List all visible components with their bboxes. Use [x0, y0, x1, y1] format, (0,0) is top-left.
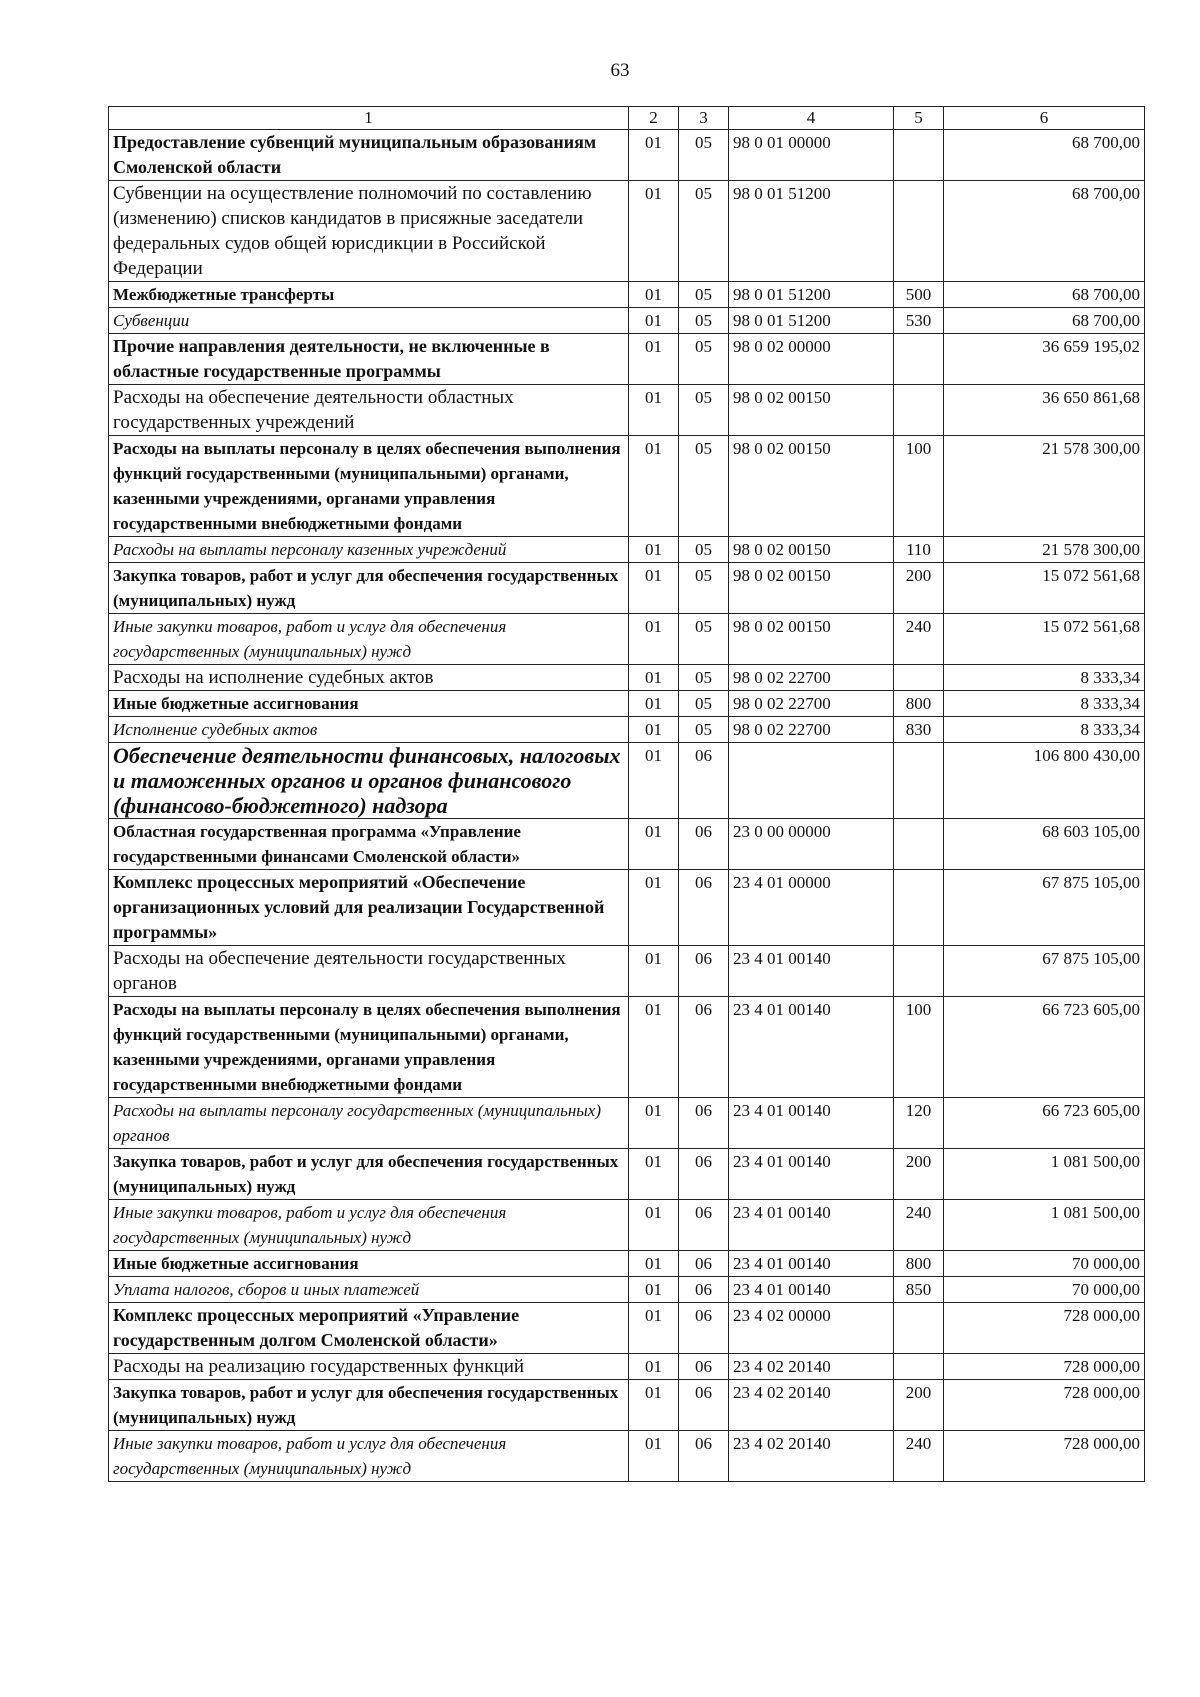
row-amount: 68 700,00 — [944, 308, 1145, 334]
row-name: Областная государственная программа «Управление государственными финансами Смоленской области» — [109, 819, 629, 870]
row-name: Иные закупки товаров, работ и услуг для обеспечения государственных (муниципальных) нужд — [109, 1200, 629, 1251]
table-row — [109, 1200, 1145, 1251]
row-section-code: 01 — [629, 717, 679, 743]
row-amount: 68 700,00 — [944, 181, 1145, 282]
row-expense-type: 800 — [894, 1251, 944, 1277]
row-name: Обеспечение деятельности финансовых, налоговых и таможенных органов и органов финансового (финансово-бюджетного) надзора — [109, 743, 629, 819]
row-subsection-code: 06 — [679, 1380, 729, 1431]
row-subsection-code: 05 — [679, 563, 729, 614]
row-subsection-code: 05 — [679, 130, 729, 181]
page-number: 63 — [610, 60, 630, 81]
row-section-code: 01 — [629, 1098, 679, 1149]
row-target-code — [729, 743, 894, 819]
row-name: Уплата налогов, сборов и иных платежей — [109, 1277, 629, 1303]
table-row — [109, 537, 1145, 563]
row-subsection-code: 05 — [679, 537, 729, 563]
table-row — [109, 870, 1145, 946]
row-subsection-code: 05 — [679, 385, 729, 436]
row-name: Расходы на выплаты персоналу казенных учреждений — [109, 537, 629, 563]
row-name: Расходы на выплаты персоналу государственных (муниципальных) органов — [109, 1098, 629, 1149]
column-header: 5 — [894, 107, 944, 130]
row-name: Межбюджетные трансферты — [109, 282, 629, 308]
row-target-code: 98 0 02 00150 — [729, 563, 894, 614]
row-name: Иные закупки товаров, работ и услуг для обеспечения государственных (муниципальных) нужд — [109, 1431, 629, 1482]
row-amount: 66 723 605,00 — [944, 997, 1145, 1098]
row-name: Расходы на выплаты персоналу в целях обеспечения выполнения функций государственными (муниципальными) органами, казенными учреждениями, органами управления государственными внебюджетными фондами — [109, 436, 629, 537]
row-amount: 70 000,00 — [944, 1251, 1145, 1277]
table-row — [109, 282, 1145, 308]
row-amount: 36 659 195,02 — [944, 334, 1145, 385]
row-target-code: 23 4 01 00140 — [729, 997, 894, 1098]
row-target-code: 23 4 01 00140 — [729, 1149, 894, 1200]
row-section-code: 01 — [629, 665, 679, 691]
row-target-code: 23 4 01 00140 — [729, 1098, 894, 1149]
row-subsection-code: 05 — [679, 691, 729, 717]
row-target-code: 98 0 02 00150 — [729, 537, 894, 563]
row-subsection-code: 06 — [679, 1200, 729, 1251]
row-amount: 21 578 300,00 — [944, 436, 1145, 537]
row-target-code: 98 0 01 51200 — [729, 282, 894, 308]
row-name: Иные бюджетные ассигнования — [109, 691, 629, 717]
row-expense-type — [894, 743, 944, 819]
table-row — [109, 130, 1145, 181]
row-section-code: 01 — [629, 334, 679, 385]
table-row — [109, 1277, 1145, 1303]
row-name: Иные закупки товаров, работ и услуг для обеспечения государственных (муниципальных) нужд — [109, 614, 629, 665]
row-amount: 8 333,34 — [944, 691, 1145, 717]
row-amount: 68 700,00 — [944, 130, 1145, 181]
row-subsection-code: 05 — [679, 334, 729, 385]
table-header-row — [109, 107, 1145, 130]
table-row — [109, 334, 1145, 385]
row-section-code: 01 — [629, 181, 679, 282]
row-subsection-code: 05 — [679, 181, 729, 282]
row-amount: 68 603 105,00 — [944, 819, 1145, 870]
table-row — [109, 1303, 1145, 1354]
row-section-code: 01 — [629, 819, 679, 870]
row-amount: 8 333,34 — [944, 665, 1145, 691]
row-amount: 728 000,00 — [944, 1431, 1145, 1482]
table-row — [109, 1251, 1145, 1277]
row-target-code: 23 4 01 00140 — [729, 1251, 894, 1277]
row-amount: 67 875 105,00 — [944, 946, 1145, 997]
row-amount: 67 875 105,00 — [944, 870, 1145, 946]
row-name: Расходы на исполнение судебных актов — [109, 665, 629, 691]
row-expense-type: 100 — [894, 997, 944, 1098]
row-subsection-code: 05 — [679, 308, 729, 334]
row-expense-type: 100 — [894, 436, 944, 537]
row-expense-type: 800 — [894, 691, 944, 717]
row-target-code: 23 4 02 20140 — [729, 1431, 894, 1482]
row-target-code: 98 0 02 22700 — [729, 717, 894, 743]
row-expense-type: 200 — [894, 563, 944, 614]
row-subsection-code: 06 — [679, 1277, 729, 1303]
row-target-code: 98 0 01 00000 — [729, 130, 894, 181]
row-section-code: 01 — [629, 870, 679, 946]
row-target-code: 23 4 02 20140 — [729, 1354, 894, 1380]
row-subsection-code: 05 — [679, 282, 729, 308]
row-subsection-code: 06 — [679, 1431, 729, 1482]
row-section-code: 01 — [629, 997, 679, 1098]
row-expense-type — [894, 1354, 944, 1380]
table-row — [109, 563, 1145, 614]
row-section-code: 01 — [629, 946, 679, 997]
table-row — [109, 997, 1145, 1098]
row-amount: 1 081 500,00 — [944, 1200, 1145, 1251]
row-section-code: 01 — [629, 1149, 679, 1200]
table-row — [109, 1354, 1145, 1380]
row-subsection-code: 06 — [679, 1251, 729, 1277]
row-expense-type — [894, 181, 944, 282]
row-amount: 106 800 430,00 — [944, 743, 1145, 819]
row-expense-type — [894, 665, 944, 691]
row-section-code: 01 — [629, 1277, 679, 1303]
row-target-code: 23 4 02 20140 — [729, 1380, 894, 1431]
column-header: 1 — [109, 107, 629, 130]
row-amount: 36 650 861,68 — [944, 385, 1145, 436]
row-section-code: 01 — [629, 563, 679, 614]
row-section-code: 01 — [629, 743, 679, 819]
table-row — [109, 308, 1145, 334]
row-target-code: 98 0 02 00000 — [729, 334, 894, 385]
row-subsection-code: 06 — [679, 1098, 729, 1149]
table-row — [109, 819, 1145, 870]
row-target-code: 98 0 02 00150 — [729, 614, 894, 665]
row-name: Комплекс процессных мероприятий «Обеспечение организационных условий для реализации Государственной программы» — [109, 870, 629, 946]
row-section-code: 01 — [629, 1303, 679, 1354]
table-row — [109, 1380, 1145, 1431]
table-row — [109, 436, 1145, 537]
row-name: Иные бюджетные ассигнования — [109, 1251, 629, 1277]
row-amount: 70 000,00 — [944, 1277, 1145, 1303]
table-body — [109, 130, 1145, 1482]
row-target-code: 98 0 01 51200 — [729, 308, 894, 334]
row-expense-type — [894, 870, 944, 946]
row-target-code: 23 4 01 00140 — [729, 1277, 894, 1303]
row-expense-type — [894, 819, 944, 870]
row-expense-type: 240 — [894, 1431, 944, 1482]
row-amount: 728 000,00 — [944, 1380, 1145, 1431]
row-section-code: 01 — [629, 614, 679, 665]
row-section-code: 01 — [629, 691, 679, 717]
row-target-code: 23 0 00 00000 — [729, 819, 894, 870]
row-name: Предоставление субвенций муниципальным образованиям Смоленской области — [109, 130, 629, 181]
row-amount: 728 000,00 — [944, 1354, 1145, 1380]
row-expense-type: 200 — [894, 1149, 944, 1200]
row-target-code: 23 4 01 00140 — [729, 1200, 894, 1251]
row-amount: 21 578 300,00 — [944, 537, 1145, 563]
row-subsection-code: 06 — [679, 819, 729, 870]
row-name: Закупка товаров, работ и услуг для обеспечения государственных (муниципальных) нужд — [109, 1149, 629, 1200]
row-name: Комплекс процессных мероприятий «Управление государственным долгом Смоленской области» — [109, 1303, 629, 1354]
row-subsection-code: 05 — [679, 614, 729, 665]
row-target-code: 98 0 02 00150 — [729, 436, 894, 537]
row-amount: 8 333,34 — [944, 717, 1145, 743]
table-row — [109, 743, 1145, 819]
row-section-code: 01 — [629, 1431, 679, 1482]
row-amount: 1 081 500,00 — [944, 1149, 1145, 1200]
row-section-code: 01 — [629, 1380, 679, 1431]
row-section-code: 01 — [629, 1251, 679, 1277]
table-row — [109, 385, 1145, 436]
row-expense-type: 200 — [894, 1380, 944, 1431]
table-row — [109, 1431, 1145, 1482]
row-subsection-code: 06 — [679, 1303, 729, 1354]
column-header: 6 — [944, 107, 1145, 130]
table-row — [109, 946, 1145, 997]
row-section-code: 01 — [629, 130, 679, 181]
table-row — [109, 614, 1145, 665]
column-header: 3 — [679, 107, 729, 130]
row-subsection-code: 06 — [679, 743, 729, 819]
row-section-code: 01 — [629, 385, 679, 436]
row-name: Расходы на выплаты персоналу в целях обеспечения выполнения функций государственными (муниципальными) органами, казенными учреждениями, органами управления государственными внебюджетными фондами — [109, 997, 629, 1098]
table-row — [109, 1149, 1145, 1200]
row-amount: 15 072 561,68 — [944, 614, 1145, 665]
row-target-code: 98 0 02 22700 — [729, 665, 894, 691]
row-section-code: 01 — [629, 282, 679, 308]
row-target-code: 23 4 01 00000 — [729, 870, 894, 946]
row-amount: 15 072 561,68 — [944, 563, 1145, 614]
row-expense-type: 830 — [894, 717, 944, 743]
row-name: Расходы на обеспечение деятельности областных государственных учреждений — [109, 385, 629, 436]
row-subsection-code: 06 — [679, 1354, 729, 1380]
row-amount: 68 700,00 — [944, 282, 1145, 308]
row-name: Расходы на реализацию государственных функций — [109, 1354, 629, 1380]
row-expense-type: 110 — [894, 537, 944, 563]
row-expense-type — [894, 946, 944, 997]
row-expense-type: 240 — [894, 614, 944, 665]
row-target-code: 98 0 01 51200 — [729, 181, 894, 282]
row-target-code: 98 0 02 00150 — [729, 385, 894, 436]
row-name: Субвенции на осуществление полномочий по составлению (изменению) списков кандидатов в присяжные заседатели федеральных судов общей юрисдикции в Российской Федерации — [109, 181, 629, 282]
row-expense-type: 530 — [894, 308, 944, 334]
row-name: Расходы на обеспечение деятельности государственных органов — [109, 946, 629, 997]
row-expense-type: 850 — [894, 1277, 944, 1303]
row-target-code: 98 0 02 22700 — [729, 691, 894, 717]
row-subsection-code: 06 — [679, 870, 729, 946]
row-subsection-code: 05 — [679, 436, 729, 537]
row-target-code: 23 4 01 00140 — [729, 946, 894, 997]
table-row — [109, 1098, 1145, 1149]
row-amount: 66 723 605,00 — [944, 1098, 1145, 1149]
row-subsection-code: 05 — [679, 717, 729, 743]
row-target-code: 23 4 02 00000 — [729, 1303, 894, 1354]
row-subsection-code: 06 — [679, 946, 729, 997]
table-row — [109, 665, 1145, 691]
row-expense-type — [894, 1303, 944, 1354]
row-expense-type — [894, 385, 944, 436]
row-expense-type: 120 — [894, 1098, 944, 1149]
row-section-code: 01 — [629, 436, 679, 537]
row-name: Закупка товаров, работ и услуг для обеспечения государственных (муниципальных) нужд — [109, 563, 629, 614]
row-expense-type: 240 — [894, 1200, 944, 1251]
row-expense-type — [894, 334, 944, 385]
row-expense-type: 500 — [894, 282, 944, 308]
row-expense-type — [894, 130, 944, 181]
row-section-code: 01 — [629, 1354, 679, 1380]
row-section-code: 01 — [629, 537, 679, 563]
row-subsection-code: 06 — [679, 1149, 729, 1200]
row-name: Закупка товаров, работ и услуг для обеспечения государственных (муниципальных) нужд — [109, 1380, 629, 1431]
row-name: Исполнение судебных актов — [109, 717, 629, 743]
column-header: 4 — [729, 107, 894, 130]
budget-table — [108, 106, 1145, 1482]
table-row — [109, 691, 1145, 717]
row-subsection-code: 06 — [679, 997, 729, 1098]
column-header: 2 — [629, 107, 679, 130]
row-section-code: 01 — [629, 1200, 679, 1251]
row-subsection-code: 05 — [679, 665, 729, 691]
row-section-code: 01 — [629, 308, 679, 334]
row-amount: 728 000,00 — [944, 1303, 1145, 1354]
row-name: Прочие направления деятельности, не включенные в областные государственные программы — [109, 334, 629, 385]
row-name: Субвенции — [109, 308, 629, 334]
table-row — [109, 181, 1145, 282]
table-row — [109, 717, 1145, 743]
